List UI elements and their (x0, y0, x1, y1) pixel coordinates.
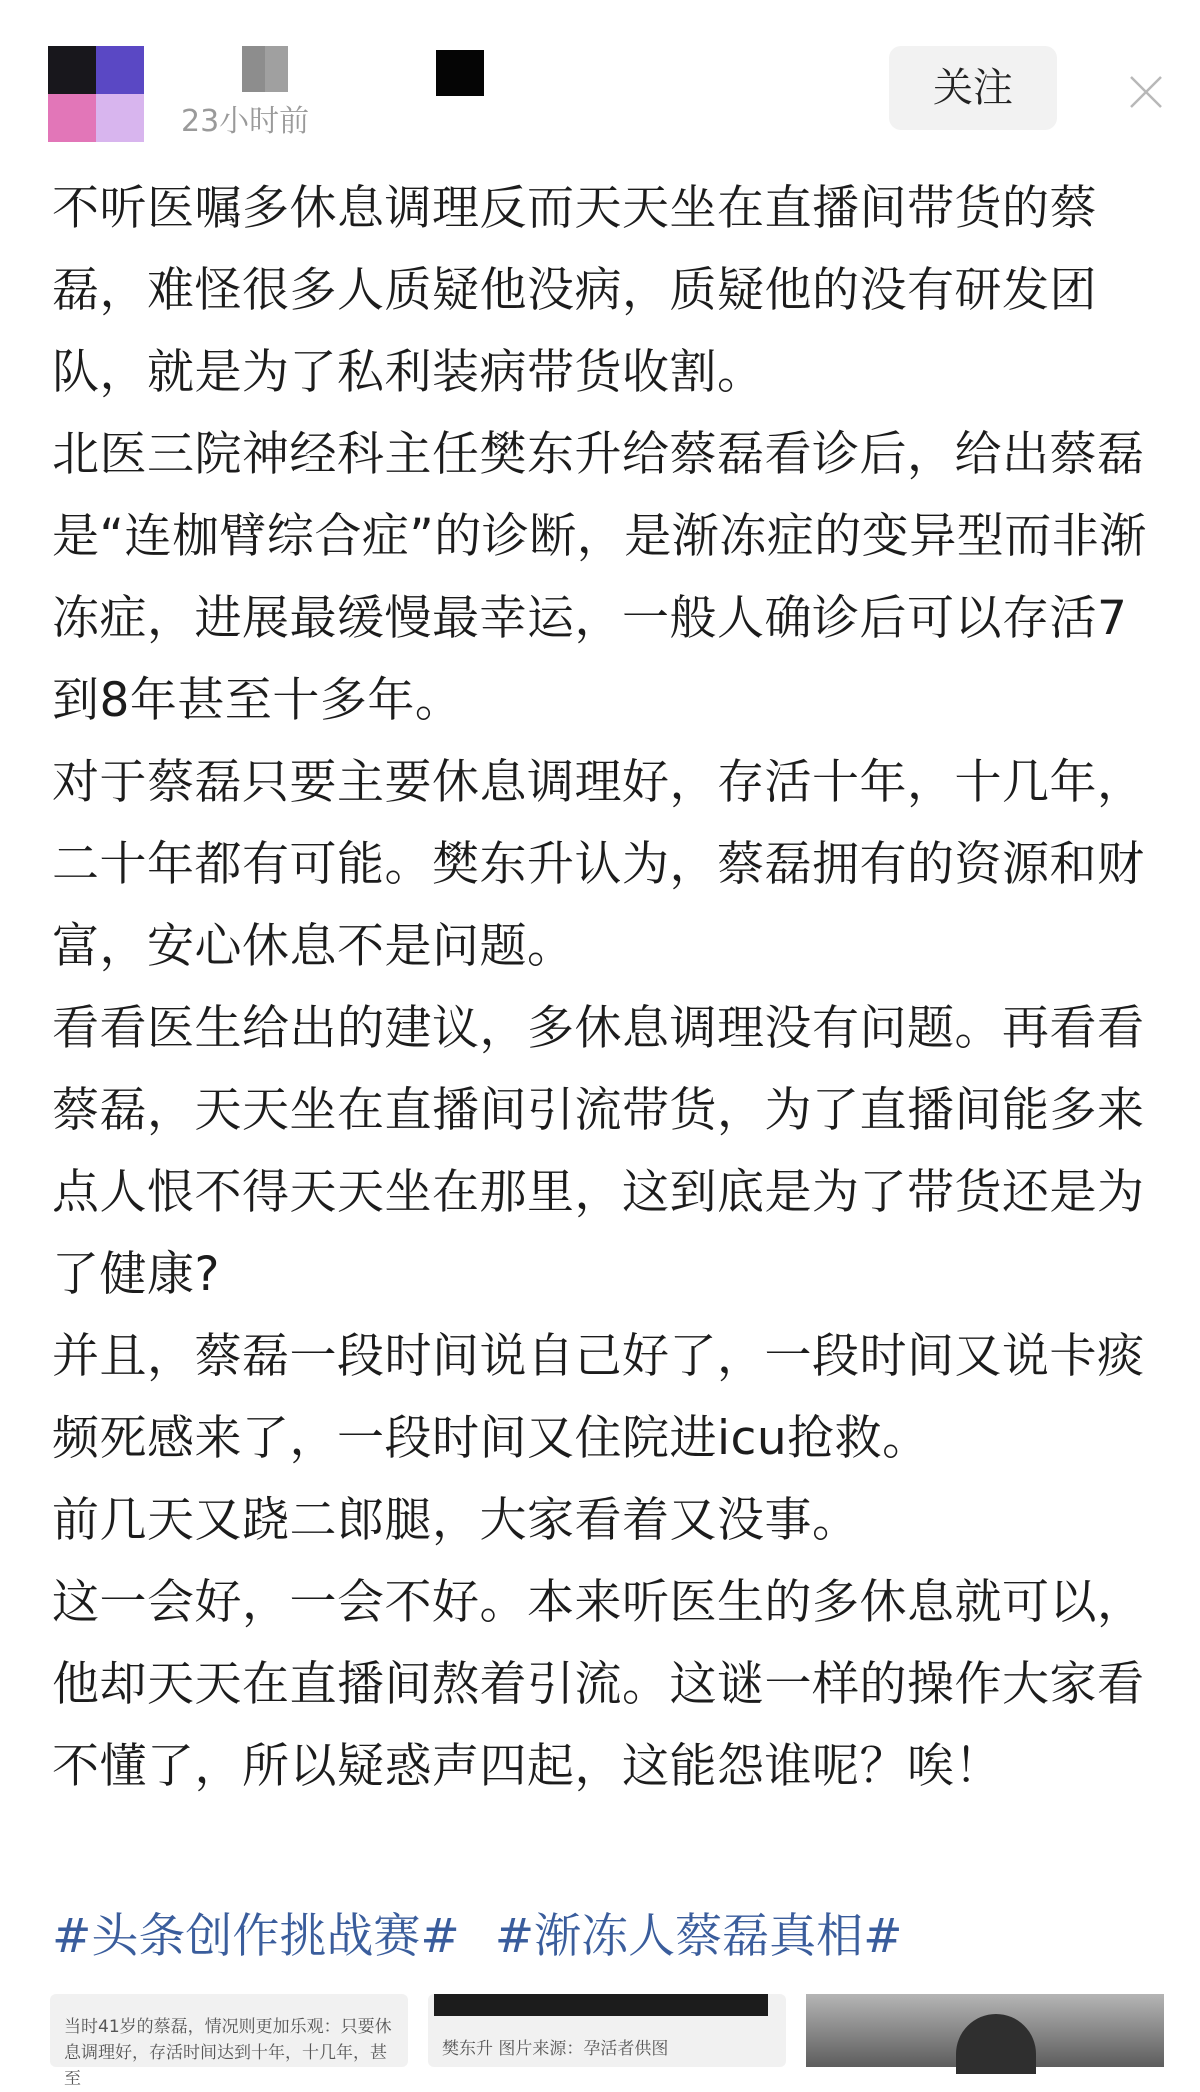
hashtag-row (52, 1896, 1162, 1978)
paragraph: 看看医生给出的建议，多休息调理没有问题。再看看蔡磊，天天坐在直播间引流带货，为了直播间能多来点人恨不得天天坐在那里，这到底是为了带货还是为了健康? (52, 1001, 1145, 1302)
hashtag-link[interactable]: #头条创作挑战赛# (52, 1909, 460, 1964)
image-strip (50, 1994, 1164, 2089)
avatar-tile (48, 94, 96, 142)
avatar-tile (96, 94, 144, 142)
paragraph: 对于蔡磊只要主要休息调理好，存活十年，十几年，二十年都有可能。樊东升认为，蔡磊拥有的资源和财富，安心休息不是问题。 (52, 755, 1145, 974)
follow-button[interactable]: 关注 (889, 46, 1057, 130)
image-thumbnail[interactable] (428, 1994, 786, 2067)
avatar[interactable] (48, 46, 144, 142)
paragraph: 并且，蔡磊一段时间说自己好了，一段时间又说卡痰频死感来了，一段时间又住院进icu抢救。 (52, 1329, 1145, 1466)
author-badge-redacted (436, 50, 484, 96)
paragraph: 前几天又跷二郎腿，大家看着又没事。 (52, 1493, 860, 1548)
post-header (0, 0, 1200, 160)
thumbnail-caption: 当时41岁的蔡磊，情况则更加乐观：只要休息调理好，存活时间达到十年，十几年，甚至 (64, 2017, 392, 2089)
author-name-redacted[interactable] (242, 46, 288, 92)
paragraph: 不听医嘱多休息调理反而天天坐在直播间带货的蔡磊，难怪很多人质疑他没病，质疑他的没有研发团队，就是为了私利装病带货收割。 (52, 181, 1097, 400)
image-thumbnail[interactable] (806, 1994, 1164, 2067)
paragraph: 北医三院神经科主任樊东升给蔡磊看诊后，给出蔡磊是“连枷臂综合症”的诊断，是渐冻症的变异型而非渐冻症，进展最缓慢最幸运，一般人确诊后可以存活7到8年甚至十多年。 (52, 427, 1147, 728)
post-time: 23小时前 (181, 104, 310, 139)
avatar-tile (48, 46, 96, 94)
photo-strip (434, 1994, 768, 2016)
post-body (52, 168, 1162, 1808)
avatar-tile (96, 46, 144, 94)
image-thumbnail[interactable] (50, 1994, 408, 2089)
paragraph: 这一会好，一会不好。本来听医生的多休息就可以，他却天天在直播间熬着引流。这谜一样的操作大家看不懂了，所以疑惑声四起，这能怨谁呢？唉！ (52, 1575, 1145, 1794)
close-icon[interactable] (1128, 74, 1164, 110)
hashtag-link[interactable]: #渐冻人蔡磊真相# (494, 1909, 903, 1964)
thumbnail-caption: 樊东升 图片来源：孕活者供图 (442, 2039, 669, 2059)
